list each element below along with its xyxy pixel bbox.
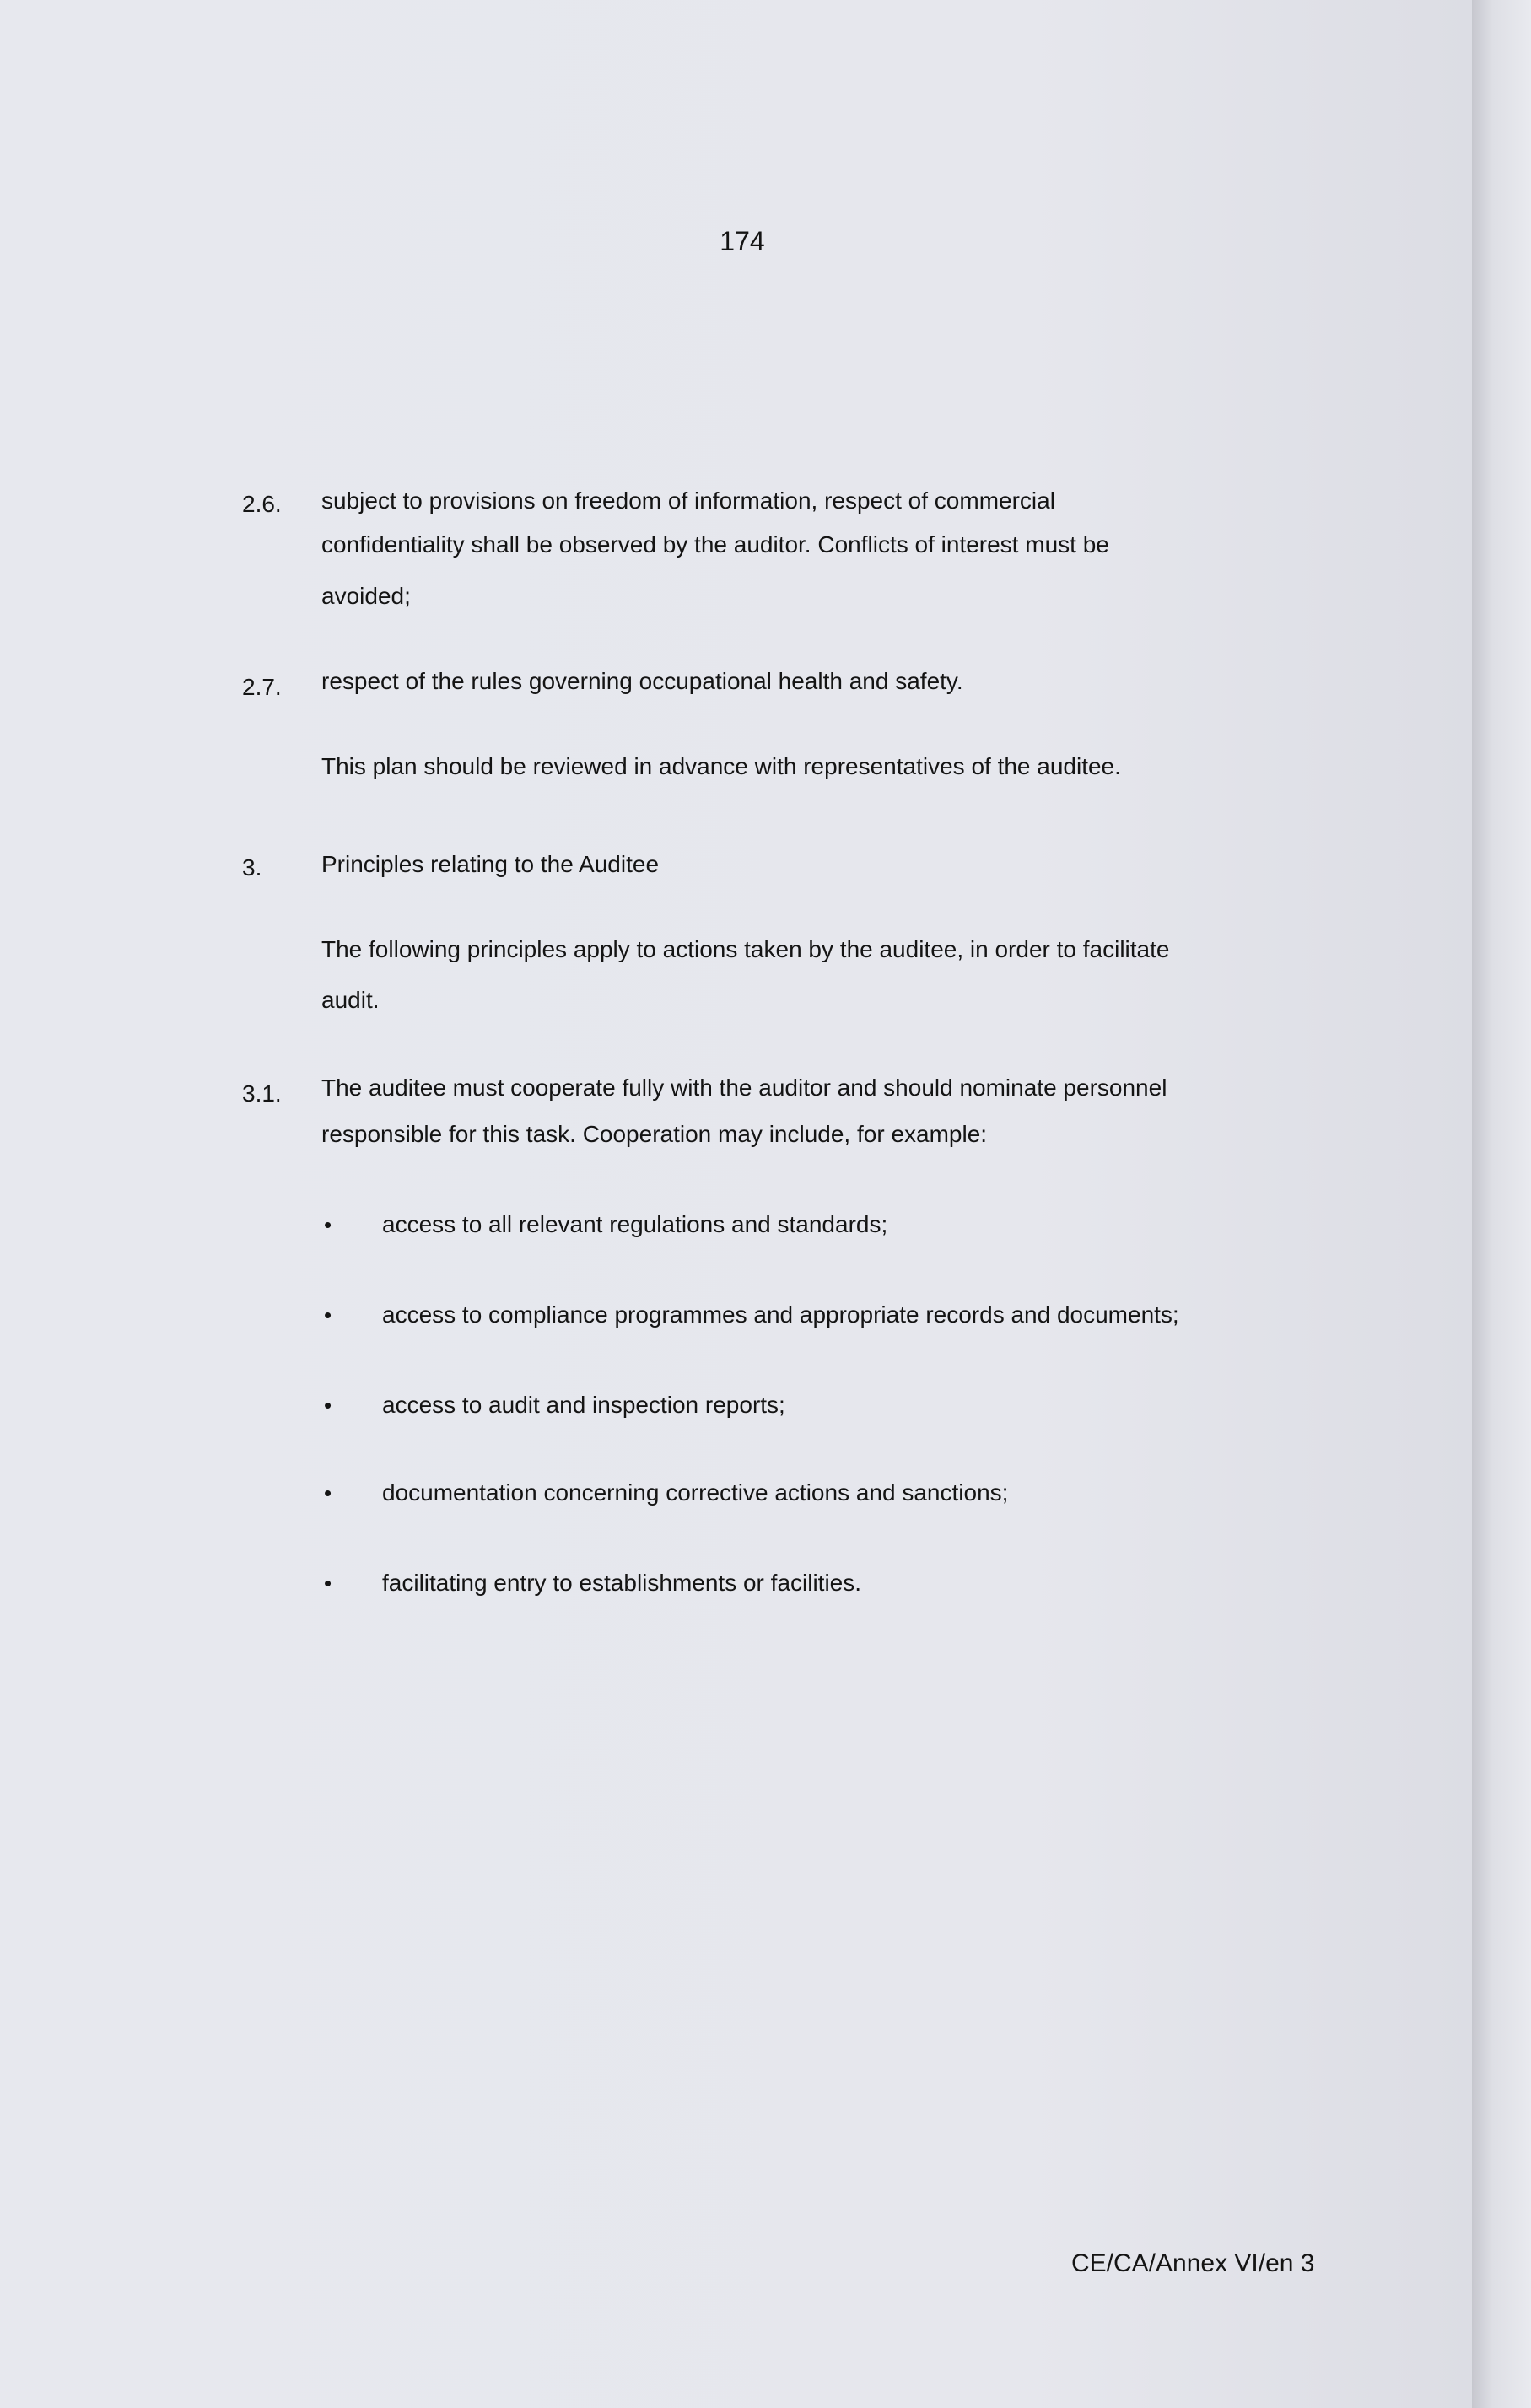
item-2-7-line-1: respect of the rules governing occupational health and safety.: [321, 668, 963, 694]
item-number-2-6: 2.6.: [242, 491, 282, 517]
footer-reference: CE/CA/Annex VI/en 3: [1071, 2249, 1315, 2277]
section-3-number: 3.: [242, 854, 262, 881]
bullet-marker: •: [324, 1480, 332, 1506]
page-edge-shadow: [1472, 0, 1531, 2408]
page-number: 174: [720, 226, 765, 256]
item-3-1-line-2: responsible for this task. Cooperation may include, for example:: [321, 1121, 988, 1147]
item-2-6-line-3: avoided;: [321, 583, 411, 609]
section-3-intro-line-1: The following principles apply to actions taken by the auditee, in order to facilitate: [321, 936, 1170, 962]
bullet-item: documentation concerning corrective actions and sanctions;: [382, 1479, 1009, 1506]
bullet-item: access to audit and inspection reports;: [382, 1392, 785, 1418]
bullet-marker: •: [324, 1212, 332, 1237]
plan-review-text: This plan should be reviewed in advance with representatives of the auditee.: [321, 753, 1121, 779]
item-number-2-7: 2.7.: [242, 674, 282, 700]
bullet-item: access to compliance programmes and appropriate records and documents;: [382, 1301, 1179, 1328]
section-3-intro-line-2: audit.: [321, 987, 380, 1013]
bullet-marker: •: [324, 1570, 332, 1596]
section-3-heading: Principles relating to the Auditee: [321, 851, 660, 877]
bullet-item: access to all relevant regulations and standards;: [382, 1211, 888, 1237]
bullet-item: facilitating entry to establishments or facilities.: [382, 1570, 862, 1596]
bullet-marker: •: [324, 1393, 332, 1418]
item-3-1-line-1: The auditee must cooperate fully with the auditor and should nominate personnel: [321, 1075, 1167, 1101]
bullet-marker: •: [324, 1302, 332, 1328]
item-number-3-1: 3.1.: [242, 1080, 282, 1107]
item-2-6-line-1: subject to provisions on freedom of information, respect of commercial: [321, 488, 1055, 514]
item-2-6-line-2: confidentiality shall be observed by the auditor. Conflicts of interest must be: [321, 531, 1109, 558]
